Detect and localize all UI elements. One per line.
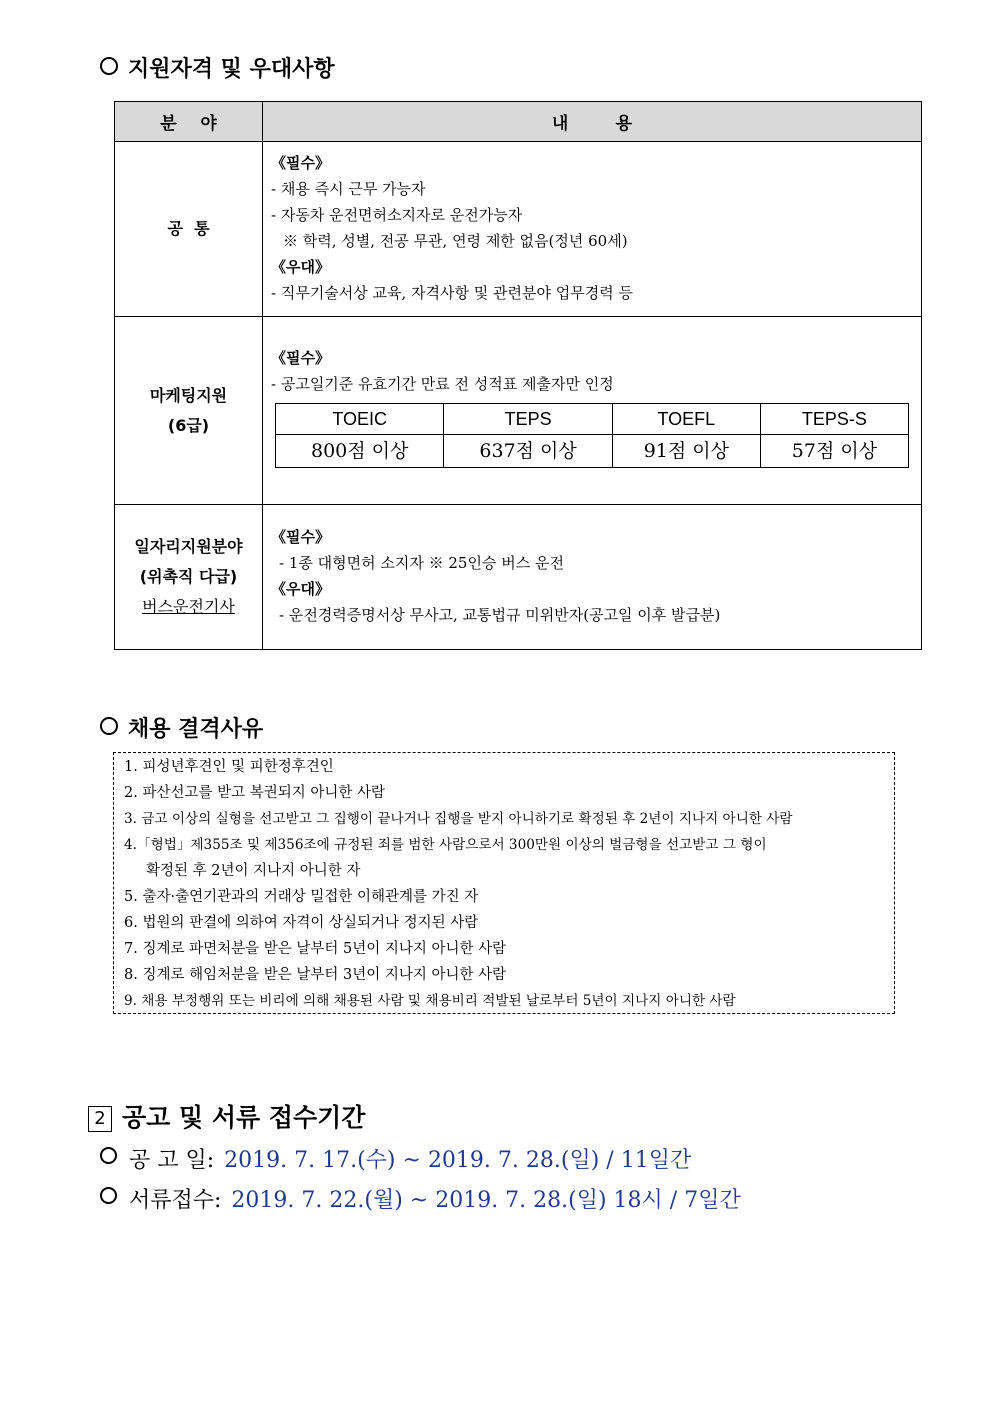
content-line: - 운전경력증명서상 무사고, 교통법규 미위반자(공고일 이후 발급분) [279, 606, 721, 624]
table-row-common [115, 142, 922, 317]
section-number-box: 2 [88, 1106, 112, 1132]
disqualification-box [113, 752, 895, 1014]
period-value: 2019. 7. 22.(월) ~ 2019. 7. 28.(일) 18시 / 7일간 [231, 1188, 741, 1213]
section-title: 공고 및 서류 접수기간 [122, 1103, 366, 1132]
period-label: 서류접수: [129, 1188, 222, 1213]
row-content [263, 505, 922, 650]
notice-date-line [100, 1143, 691, 1174]
section-qualifications-heading [100, 52, 335, 83]
list-item: 1. 피성년후견인 및 피한정후견인 [124, 759, 334, 775]
required-marker: 《필수》 [271, 349, 330, 367]
required-marker: 《필수》 [271, 528, 330, 546]
preferred-marker: 《우대》 [271, 258, 330, 276]
content-line: - 직무기술서상 교육, 자격사항 및 관련분야 업무경력 등 [271, 284, 633, 302]
list-item: 8. 징계로 해임처분을 받은 날부터 3년이 지나지 아니한 사람 [124, 967, 507, 983]
category-line: (6급) [167, 415, 210, 435]
row-content [263, 317, 922, 505]
score-value: 57점 이상 [760, 435, 908, 468]
row-category [115, 505, 263, 650]
table-row-marketing [115, 317, 922, 505]
list-item: 6. 법원의 판결에 의하여 자격이 상실되거나 정지된 사람 [124, 915, 479, 931]
list-item: 2. 파산선고를 받고 복권되지 아니한 사람 [124, 785, 385, 801]
circle-bullet-icon [100, 1147, 117, 1164]
score-table [275, 403, 909, 468]
row-category [115, 317, 263, 505]
list-item: 4.「형법」제355조 및 제356조에 규정된 죄를 범한 사람으로서 300만원 이상의 벌금형을 선고받고 그 형이 [124, 837, 767, 853]
score-header-row [276, 404, 909, 435]
category-line: 일자리지원분야 [134, 537, 243, 556]
list-item: 3. 금고 이상의 실형을 선고받고 그 집행이 끝나거나 집행을 받지 아니하기로 확정된 후 2년이 지나지 아니한 사람 [124, 811, 793, 827]
list-item: 5. 출자·출연기관과의 거래상 밀접한 이해관계를 가진 자 [124, 889, 479, 905]
list-item: 9. 채용 부정행위 또는 비리에 의해 채용된 사람 및 채용비리 적발된 날로부터 5년이 지나지 아니한 사람 [124, 993, 736, 1009]
section-title: 채용 결격사유 [128, 716, 264, 742]
score-header: TOEIC [276, 404, 444, 435]
section-period-heading [88, 1098, 365, 1134]
content-note: ※ 학력, 성별, 전공 무관, 연령 제한 없음(정년 60세) [283, 232, 628, 250]
circle-bullet-icon [100, 57, 118, 75]
score-value: 91점 이상 [612, 435, 760, 468]
content-line: - 1종 대형면허 소지자 ※ 25인승 버스 운전 [279, 554, 564, 572]
required-marker: 《필수》 [271, 154, 330, 172]
content-line: - 채용 즉시 근무 가능자 [271, 180, 426, 198]
qualification-table [114, 101, 922, 650]
table-row-job-support [115, 505, 922, 650]
score-header: TEPS [444, 404, 612, 435]
table-header-row [115, 102, 922, 142]
submission-date-line [100, 1183, 741, 1214]
score-header: TOEFL [612, 404, 760, 435]
score-value: 800점 이상 [276, 435, 444, 468]
list-item-continuation: 확정된 후 2년이 지나지 아니한 자 [146, 863, 361, 879]
score-value-row [276, 435, 909, 468]
score-header: TEPS-S [760, 404, 908, 435]
section-disqualification-heading [100, 712, 263, 743]
section-title: 지원자격 및 우대사항 [128, 56, 335, 82]
circle-bullet-icon [100, 717, 118, 735]
content-line: - 공고일기준 유효기간 만료 전 성적표 제출자만 인정 [271, 375, 614, 393]
list-item: 7. 징계로 파면처분을 받은 날부터 5년이 지나지 아니한 사람 [124, 941, 507, 957]
preferred-marker: 《우대》 [271, 580, 330, 598]
circle-bullet-icon [100, 1187, 117, 1204]
header-content: 내 용 [263, 102, 922, 142]
header-category: 분 야 [115, 102, 263, 142]
category-line: (위촉직 다급) [139, 567, 238, 586]
row-content [263, 142, 922, 317]
period-value: 2019. 7. 17.(수) ~ 2019. 7. 28.(일) / 11일간 [224, 1148, 692, 1173]
content-line: - 자동차 운전면허소지자로 운전가능자 [271, 206, 523, 224]
category-line-underlined: 버스운전기사 [142, 597, 235, 616]
period-label: 공 고 일: [129, 1148, 215, 1173]
row-category: 공 통 [115, 142, 263, 317]
category-line: 마케팅지원 [149, 385, 228, 405]
score-value: 637점 이상 [444, 435, 612, 468]
